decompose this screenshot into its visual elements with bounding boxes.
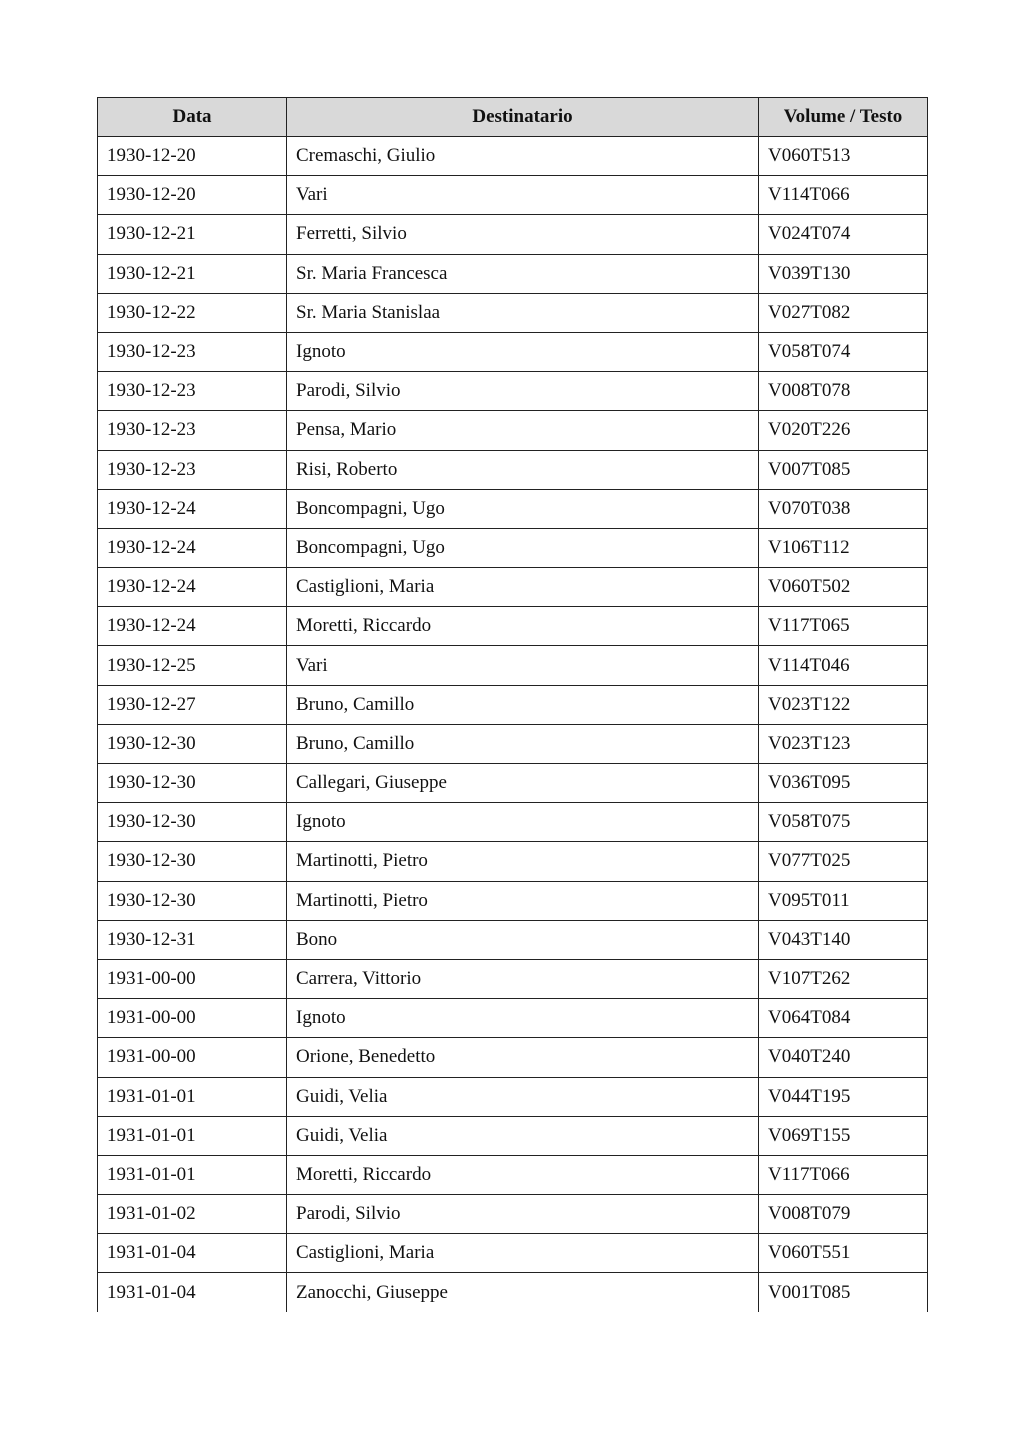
table-row [98, 1273, 928, 1312]
cell-volume: V060T502 [759, 568, 928, 607]
table-row [98, 685, 928, 724]
cell-date: 1930-12-30 [98, 842, 287, 881]
cell-recipient: Guidi, Velia [287, 1116, 759, 1155]
cell-recipient: Cremaschi, Giulio [287, 137, 759, 176]
cell-volume: V058T075 [759, 803, 928, 842]
cell-recipient: Vari [287, 176, 759, 215]
cell-volume: V024T074 [759, 215, 928, 254]
cell-recipient: Moretti, Riccardo [287, 607, 759, 646]
cell-volume: V043T140 [759, 920, 928, 959]
table-row [98, 215, 928, 254]
cell-date: 1930-12-24 [98, 489, 287, 528]
cell-date: 1930-12-24 [98, 607, 287, 646]
table-row [98, 1116, 928, 1155]
cell-date: 1930-12-21 [98, 215, 287, 254]
cell-recipient: Ignoto [287, 999, 759, 1038]
table-row [98, 724, 928, 763]
cell-date: 1930-12-24 [98, 528, 287, 567]
cell-recipient: Martinotti, Pietro [287, 881, 759, 920]
cell-recipient: Castiglioni, Maria [287, 568, 759, 607]
cell-recipient: Parodi, Silvio [287, 1195, 759, 1234]
cell-volume: V040T240 [759, 1038, 928, 1077]
cell-date: 1931-00-00 [98, 999, 287, 1038]
cell-date: 1931-01-02 [98, 1195, 287, 1234]
cell-volume: V058T074 [759, 332, 928, 371]
cell-recipient: Castiglioni, Maria [287, 1234, 759, 1273]
cell-recipient: Guidi, Velia [287, 1077, 759, 1116]
table-row [98, 332, 928, 371]
table-row [98, 293, 928, 332]
cell-date: 1930-12-23 [98, 450, 287, 489]
cell-volume: V107T262 [759, 959, 928, 998]
cell-volume: V008T079 [759, 1195, 928, 1234]
cell-recipient: Callegari, Giuseppe [287, 764, 759, 803]
cell-recipient: Bono [287, 920, 759, 959]
cell-recipient: Bruno, Camillo [287, 685, 759, 724]
cell-volume: V001T085 [759, 1273, 928, 1312]
table-row [98, 176, 928, 215]
table-row [98, 450, 928, 489]
cell-recipient: Boncompagni, Ugo [287, 528, 759, 567]
cell-date: 1931-01-01 [98, 1077, 287, 1116]
header-row [98, 98, 928, 137]
cell-volume: V114T066 [759, 176, 928, 215]
cell-date: 1931-01-04 [98, 1273, 287, 1312]
cell-volume: V077T025 [759, 842, 928, 881]
cell-volume: V069T155 [759, 1116, 928, 1155]
cell-date: 1930-12-21 [98, 254, 287, 293]
table-row [98, 920, 928, 959]
cell-date: 1930-12-24 [98, 568, 287, 607]
cell-date: 1931-01-01 [98, 1155, 287, 1194]
table-row [98, 1038, 928, 1077]
table-row [98, 764, 928, 803]
column-header-recipient: Destinatario [287, 98, 759, 137]
cell-volume: V117T066 [759, 1155, 928, 1194]
column-header-date: Data [98, 98, 287, 137]
cell-date: 1931-01-01 [98, 1116, 287, 1155]
cell-volume: V114T046 [759, 646, 928, 685]
table-row [98, 646, 928, 685]
cell-date: 1930-12-30 [98, 881, 287, 920]
cell-recipient: Zanocchi, Giuseppe [287, 1273, 759, 1312]
cell-date: 1930-12-31 [98, 920, 287, 959]
cell-recipient: Moretti, Riccardo [287, 1155, 759, 1194]
cell-recipient: Carrera, Vittorio [287, 959, 759, 998]
cell-recipient: Boncompagni, Ugo [287, 489, 759, 528]
cell-volume: V039T130 [759, 254, 928, 293]
cell-volume: V020T226 [759, 411, 928, 450]
cell-date: 1930-12-30 [98, 803, 287, 842]
cell-recipient: Ignoto [287, 332, 759, 371]
cell-volume: V007T085 [759, 450, 928, 489]
cell-volume: V044T195 [759, 1077, 928, 1116]
cell-recipient: Orione, Benedetto [287, 1038, 759, 1077]
cell-date: 1930-12-30 [98, 724, 287, 763]
cell-recipient: Sr. Maria Francesca [287, 254, 759, 293]
cell-volume: V070T038 [759, 489, 928, 528]
cell-volume: V060T513 [759, 137, 928, 176]
cell-date: 1930-12-20 [98, 137, 287, 176]
cell-volume: V064T084 [759, 999, 928, 1038]
table-row [98, 372, 928, 411]
cell-date: 1930-12-23 [98, 332, 287, 371]
table-row [98, 568, 928, 607]
table-row [98, 959, 928, 998]
cell-recipient: Pensa, Mario [287, 411, 759, 450]
table-body [98, 137, 928, 1313]
cell-date: 1930-12-22 [98, 293, 287, 332]
cell-date: 1930-12-30 [98, 764, 287, 803]
letters-table [97, 97, 928, 1312]
table-row [98, 411, 928, 450]
table-row [98, 1077, 928, 1116]
cell-volume: V023T123 [759, 724, 928, 763]
cell-date: 1930-12-27 [98, 685, 287, 724]
cell-recipient: Vari [287, 646, 759, 685]
cell-recipient: Risi, Roberto [287, 450, 759, 489]
cell-recipient: Ferretti, Silvio [287, 215, 759, 254]
cell-date: 1931-00-00 [98, 1038, 287, 1077]
cell-volume: V095T011 [759, 881, 928, 920]
cell-recipient: Ignoto [287, 803, 759, 842]
cell-volume: V027T082 [759, 293, 928, 332]
cell-volume: V036T095 [759, 764, 928, 803]
table-row [98, 881, 928, 920]
cell-date: 1930-12-25 [98, 646, 287, 685]
cell-volume: V008T078 [759, 372, 928, 411]
cell-volume: V023T122 [759, 685, 928, 724]
cell-date: 1931-00-00 [98, 959, 287, 998]
cell-recipient: Parodi, Silvio [287, 372, 759, 411]
cell-volume: V060T551 [759, 1234, 928, 1273]
table-row [98, 254, 928, 293]
table-row [98, 1234, 928, 1273]
cell-date: 1930-12-23 [98, 411, 287, 450]
cell-volume: V106T112 [759, 528, 928, 567]
table-row [98, 999, 928, 1038]
table-row [98, 489, 928, 528]
table-row [98, 607, 928, 646]
cell-recipient: Martinotti, Pietro [287, 842, 759, 881]
cell-date: 1931-01-04 [98, 1234, 287, 1273]
table-row [98, 1195, 928, 1234]
table-row [98, 842, 928, 881]
table-row [98, 1155, 928, 1194]
table-row [98, 137, 928, 176]
cell-recipient: Sr. Maria Stanislaa [287, 293, 759, 332]
cell-recipient: Bruno, Camillo [287, 724, 759, 763]
cell-volume: V117T065 [759, 607, 928, 646]
column-header-volume: Volume / Testo [759, 98, 928, 137]
cell-date: 1930-12-20 [98, 176, 287, 215]
table-header [98, 98, 928, 137]
table-row [98, 803, 928, 842]
cell-date: 1930-12-23 [98, 372, 287, 411]
table-row [98, 528, 928, 567]
